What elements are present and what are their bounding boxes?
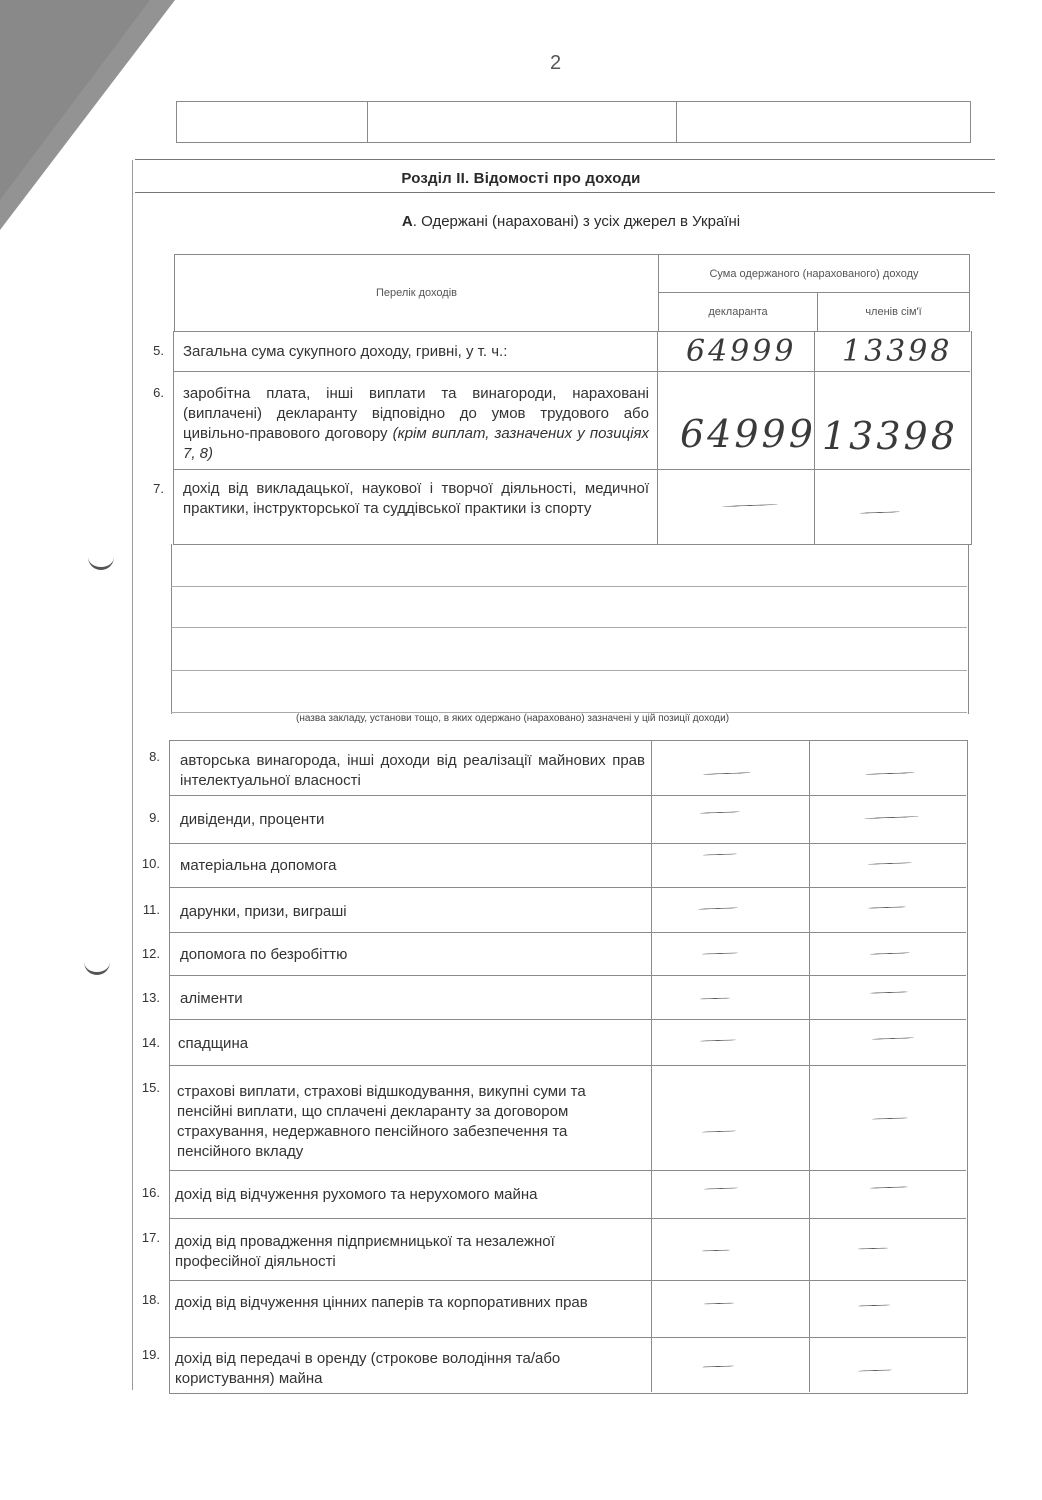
row-divider [171,670,967,671]
row-label: авторська винагорода, інші доходи від реалізації майнових прав інтелектуальної власності [180,752,645,789]
previous-section-table [176,101,971,143]
row-number: 5. [153,343,164,358]
left-margin-rule [132,160,133,1390]
row-divider [169,1337,966,1338]
row-label: дохід від відчуження рухомого та нерухомого майна [175,1186,538,1203]
punch-hole-mark [84,950,110,975]
section-subtitle [0,213,1042,230]
column-divider [809,740,810,1392]
row-divider [169,932,966,933]
income-table-header [174,254,970,332]
row-divider [169,1170,966,1171]
institution-rows [171,544,969,714]
page-number: 2 [550,52,562,74]
section-rule [135,159,995,160]
row-label-text: заробітна плата, інші виплати та винагороди, нараховані (виплачені) декларанту відповідно до умов трудового або цивільно-правового договору [183,385,649,442]
folded-corner [0,0,175,230]
row-label-italic: (крім виплат, зазначених у позиціях 7, 8) [183,425,649,462]
section-title: Розділ II. Відомості про доходи [401,170,641,187]
row-divider [169,887,966,888]
row-label: матеріальна допомога [180,857,337,874]
column-divider [651,740,652,1392]
row-label [183,384,649,464]
row-label: дохід від передачі в оренду (строкове володіння та/або користування) майна [175,1350,561,1387]
row-label: аліменти [180,990,243,1007]
row-number: 7. [153,481,164,496]
row-number: 15. [141,1080,160,1095]
empty-cell [677,102,971,143]
row-label: страхові виплати, страхові відшкодування, викупні суми та пенсійні виплати, що сплачені декларанту за договором страхування, недержавного пенсійного забезпечення та пенсійного вкладу [177,1083,586,1160]
row-number: 17. [141,1230,160,1245]
row-number: 9. [149,810,160,825]
header-declarant: декларанта [659,293,818,332]
header-sum: Сума одержаного (нарахованого) доходу [659,255,970,293]
row-number: 18. [141,1292,160,1307]
row-number: 12. [141,946,160,961]
declarant-amount: 64999 [680,412,816,456]
row-number: 16. [141,1185,160,1200]
row-divider [169,975,966,976]
row-number: 8. [149,749,160,764]
row-label: допомога по безробіттю [180,946,348,963]
row-divider [169,1280,966,1281]
subtitle-text: . Одержані (нараховані) з усіх джерел в Україні [412,213,741,230]
header-family: членів сім'ї [818,293,970,332]
empty-cell [177,102,368,143]
row-label: дохід від викладацької, наукової і творчої діяльності, медичної практики, інструкторської та суддівської практики із спорту [183,480,649,517]
institution-caption: (назва закладу, установи тощо, в яких одержано (нараховано) зазначені у цій позиції доходи) [296,713,730,724]
row-label: спадщина [178,1035,249,1052]
row-label: дохід від відчуження цінних паперів та корпоративних прав [175,1294,588,1311]
row-label: дарунки, призи, виграші [180,903,347,920]
section-rule [135,192,995,193]
subtitle-letter: А [401,213,413,230]
row-divider [169,1019,966,1020]
row-label: дивіденди, проценти [180,811,325,828]
empty-cell [368,102,677,143]
column-divider [657,331,658,544]
header-list: Перелік доходів [175,255,659,332]
row-number: 19. [141,1347,160,1362]
row-number: 13. [141,990,160,1005]
family-amount: 13398 [842,334,953,369]
punch-hole-mark [88,545,114,570]
row-number: 10. [141,856,160,871]
row-number: 11. [142,902,160,917]
row-number: 14. [141,1035,160,1050]
declarant-amount: 64999 [686,334,797,369]
row-divider [169,1065,966,1066]
row-divider [169,1218,966,1219]
row-divider [171,586,967,587]
row-divider [171,627,967,628]
row-label: дохід від провадження підприємницької та незалежної професійної діяльності [175,1233,555,1270]
row-divider [173,371,970,372]
family-amount: 13398 [822,414,958,458]
row-divider [169,795,966,796]
row-divider [169,843,966,844]
row-number: 6. [153,385,164,400]
row-label: Загальна сума сукупного доходу, гривні, у т. ч.: [183,343,508,360]
row-divider [173,469,970,470]
